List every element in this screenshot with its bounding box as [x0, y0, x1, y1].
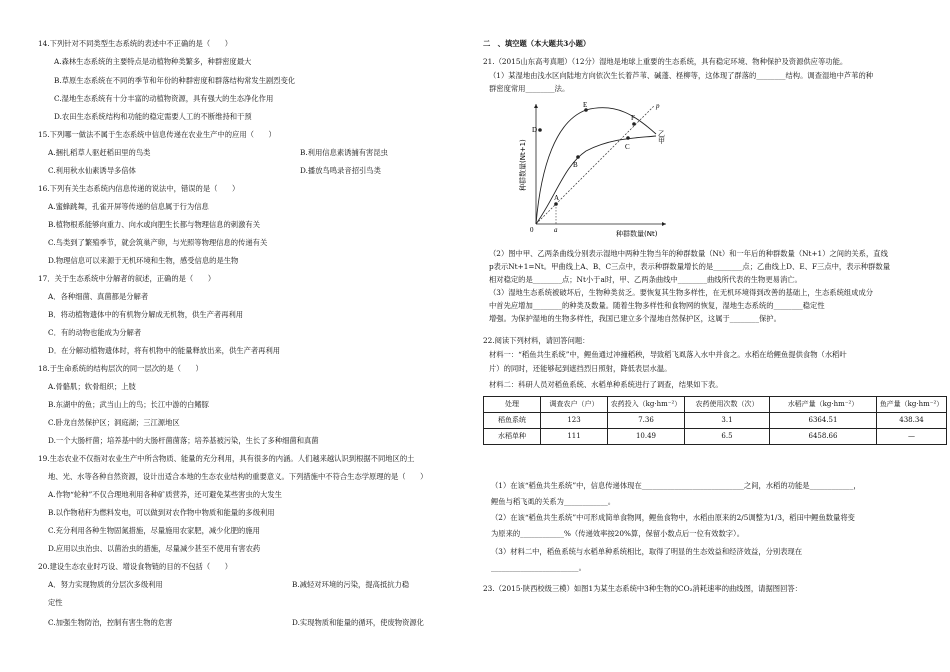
table-cell: 123	[541, 413, 608, 429]
q19-stem-line2: 地、光、水等各种自然资源，设计出适合本地的生态农业结构的重要意义。下列措施中不符合生态学原理的是（ ）	[48, 472, 428, 481]
q21-line3: 群密度常用________法。	[489, 84, 570, 93]
q21-line7: （3）湿地生态系统被破坏后，生物种类贫乏。要恢复其生物多样性，在无机环境得到改善的基础上，生态系统组成成分	[489, 288, 874, 297]
q17-option-c: C．有的动物也能成为分解者	[48, 328, 142, 337]
q20-option-b-cont: 定性	[48, 598, 63, 607]
q22-sub1-line1: （1）在该“稻鱼共生系统”中，信息传递体现在____________________________之间，水稻的功能是____________，	[491, 481, 861, 490]
section-heading: 二 、填空题（本大题共3小题）	[483, 39, 591, 48]
q18-option-d: D.一个大肠杆菌；培养基中的大肠杆菌菌落；培养基被污染，生长了多种细菌和真菌	[48, 436, 319, 445]
curve-yi	[536, 108, 656, 224]
q19-stem-line1: 19.生态农业不仅指对农业生产中所含物质、能量的充分利用，具有很多的内涵。人们越来越认识到根据不同地区的土	[38, 454, 415, 463]
point-d	[538, 128, 542, 132]
q22-sub2-line1: （2）在该“稻鱼共生系统”中可形成简单食物网，鲤鱼食物中，水稻由原来的2/5调整为1/3，稻田中鲤鱼数量将变	[491, 513, 855, 522]
table-row	[484, 413, 947, 429]
q15-stem: 15.下列哪一做法不属于生态系统中信息传递在农业生产中的应用（ ）	[38, 130, 276, 139]
table-cell: 6.5	[685, 429, 770, 445]
x-axis-label: 种群数量(Nt)	[616, 230, 658, 238]
q14-option-b: B.草原生态系统在不同的季节和年份的种群密度和群落结构常发生剧烈变化	[54, 76, 296, 85]
q16-option-c: C.鸟类到了繁殖季节，就会筑巢产卵，与光照等物理信息的传递有关	[48, 238, 268, 247]
q21-line4: （2）图中甲、乙两条曲线分别表示湿地中两种生物当年的种群数量（Nt）和一年后的种群数量（Nt+1）之间的关系，直线	[489, 249, 888, 258]
table-header-cell: 鱼产量（kg·hm⁻²）	[877, 397, 947, 413]
table-cell: 稻鱼系统	[484, 413, 541, 429]
label-point-e: E	[583, 101, 588, 109]
q14-option-d: D.农田生态系统结构和功能的稳定需要人工的不断维持和干预	[54, 112, 252, 121]
q22-material2: 材料二：科研人员对稻鱼系统、水稻单种系统进行了调查，结果如下表。	[489, 380, 723, 389]
q21-line6: 相对稳定的是________点；Nt小于a时，甲、乙两条曲线中________曲线所代表的生物更易消亡。	[489, 275, 802, 284]
point-c	[626, 136, 630, 140]
q17-stem: 17．关于生态系统中分解者的叙述，正确的是（ ）	[38, 274, 216, 283]
label-point-f: F	[631, 114, 635, 122]
table-cell: 10.49	[608, 429, 685, 445]
table-row	[484, 429, 947, 445]
q15-option-b: B.利用信息素诱捕有害昆虫	[300, 148, 388, 157]
point-f	[632, 122, 636, 126]
q21-line9: 增强。为保护湿地的生物多样性，我国已建立多个湿地自然保护区，这属于________保护。	[489, 314, 781, 323]
q16-option-a: A.蜜蜂跳舞，孔雀开屏等传递的信息属于行为信息	[48, 202, 209, 211]
population-curve-figure	[516, 96, 686, 241]
table-header-cell: 农药使用次数（次）	[685, 397, 770, 413]
q20-option-a: A．努力实现物质的分层次多级利用	[48, 580, 163, 589]
q14-option-c: C.湿地生态系统有十分丰富的动植物资源，具有强大的生态净化作用	[54, 94, 274, 103]
q14-option-a: A.森林生态系统的主要特点是动植物种类繁多，种群密度最大	[54, 57, 252, 66]
y-axis-arrow	[534, 104, 538, 108]
q23-stem: 23.（2015·陕西校级三模）如图1为某生态系统中3种生物的CO₂消耗速率的曲线图，请据图回答：	[483, 584, 802, 593]
y-axis-label: 种群数量(Nt+1)	[519, 139, 527, 191]
table-header-row	[484, 397, 947, 413]
q19-option-d: D.应用以虫治虫、以菌治虫的措施，尽量减少甚至不使用有害农药	[48, 544, 261, 553]
q22-sub1-line2: 鲤鱼与稻飞虱的关系为____________。	[491, 497, 616, 506]
q17-option-b: B．将动植物遗体中的有机物分解成无机物，供生产者再利用	[48, 310, 244, 319]
q17-option-d: D．在分解动植物遗体时，将有机物中的能量释放出来，供生产者再利用	[48, 346, 281, 355]
q20-option-d: D.实现物质和能量的循环，使废物资源化	[292, 618, 424, 627]
q20-stem: 20.建设生态农业时巧设、增设食物链的目的不包括（ ）	[38, 562, 233, 571]
q19-option-b: B.以作物秸秆为燃料发电，可以做到对农作物中物质和能量的多级利用	[48, 508, 275, 517]
q16-option-d: D.物理信息可以来源于无机环境和生物，感受信息的是生物	[48, 256, 239, 265]
q22-material1-line1: 材料一：“稻鱼共生系统”中，鲤鱼通过冲撞稻秧，导致稻飞虱落入水中并食之。水稻在给鲤鱼提供食物（水稻叶	[489, 350, 847, 359]
label-point-d: D	[532, 126, 538, 134]
table-cell: 111	[541, 429, 608, 445]
q19-option-a: A.作物“轮种”不仅合理地利用各种矿质营养，还可避免某些害虫的大发生	[48, 490, 282, 499]
label-point-c: C	[625, 143, 630, 151]
q22-sub3-line2: ________________________。	[491, 563, 586, 572]
table-header-cell: 水稻产量（kg·hm⁻²）	[770, 397, 877, 413]
q21-line8: 中首先应增加________的种类及数量。随着生物多样性和食物网的恢复，湿地生态系统的________稳定性	[489, 301, 825, 310]
table-header-cell: 处理	[484, 397, 541, 413]
q18-option-c: C.卧龙自然保护区；洞庭湖；三江源地区	[48, 418, 180, 427]
label-origin: 0	[530, 226, 534, 234]
table-header-cell: 农药投入（kg·hm⁻²）	[608, 397, 685, 413]
q18-stem: 18.于生命系统的结构层次的同一层次的是（ ）	[38, 364, 203, 373]
q15-option-a: A.捆扎稻草人驱赶稻田里的鸟类	[48, 148, 151, 157]
label-line-p: p	[656, 102, 660, 110]
table-cell: 水稻单种	[484, 429, 541, 445]
x-axis-arrow	[662, 222, 666, 226]
label-point-b: B	[573, 161, 578, 169]
data-table	[483, 396, 947, 445]
table-cell: 6458.66	[770, 429, 877, 445]
q22-sub3-line1: （3）材料二中，稻鱼系统与水稻单种系统相比，取得了明显的生态效益和经济效益，分别表现在	[491, 547, 803, 556]
table-cell: —	[877, 429, 947, 445]
table-cell: 438.34	[877, 413, 947, 429]
label-curve-yi: 乙	[658, 130, 665, 138]
label-curve-jia: 甲	[658, 137, 665, 145]
line-p	[536, 106, 654, 224]
q21-line5: p表示Nt+1=Nt。甲曲线上A、B、C三点中，表示种群数量增长的是________点；乙曲线上D、E、F三点中，表示种群数量	[489, 262, 890, 271]
table-header-cell: 调查农户（户）	[541, 397, 608, 413]
q14-stem: 14.下列针对不同类型生态系统的表述中不正确的是（ ）	[38, 39, 233, 48]
q21-line1: 21.（2015山东高考真题）（12分）湿地是地球上重要的生态系统，具有稳定环境、物种保护及资源供应等功能。	[483, 57, 848, 66]
q22-sub2-line2: 为原来的____________%（传递效率按20%算，保留小数点后一位有效数字）。	[491, 529, 744, 538]
q22-stem: 22.阅读下列材料，请回答问题：	[483, 336, 590, 345]
point-a	[554, 202, 558, 206]
table-cell: 3.1	[685, 413, 770, 429]
q16-option-b: B.植物根系能够向重力、向水或向肥生长都与物理信息的刺激有关	[48, 220, 260, 229]
q15-option-c: C.利用秋水仙素诱导多倍体	[48, 166, 136, 175]
q22-material1-line2: 片）的同时，还能够起到遮挡烈日照射，降低表层水温。	[489, 364, 672, 373]
label-point-a: A	[554, 194, 560, 202]
curve-jia	[536, 136, 656, 224]
q16-stem: 16.下列有关生态系统内信息传递的说法中，错误的是（ ）	[38, 184, 240, 193]
q17-option-a: A．各种细菌、真菌都是分解者	[48, 292, 149, 301]
q20-option-c: C.加强生物防治，控制有害生物的危害	[48, 618, 173, 627]
label-a: a	[554, 226, 558, 234]
q20-option-b: B.减轻对环境的污染，提高抵抗力稳	[292, 580, 410, 589]
table-cell: 7.36	[608, 413, 685, 429]
table-cell: 6364.51	[770, 413, 877, 429]
q15-option-d: D.播放鸟鸣录音招引鸟类	[300, 166, 381, 175]
q18-option-a: A.骨骼肌；软骨组织；上肢	[48, 382, 136, 391]
q19-option-c: C.充分利用各种生物固氮措施，尽量施用农家肥，减少化肥的施用	[48, 526, 260, 535]
q18-option-b: B.东湖中的鱼；武当山上的鸟；长江中游的白鳍豚	[48, 400, 209, 409]
point-b	[576, 155, 580, 159]
q21-line2: （1）某湿地由浅水区向陆地方向依次生长着芦苇、碱蓬、柽柳等，这体现了群落的________结构。调查湿地中芦苇的种	[489, 71, 874, 80]
